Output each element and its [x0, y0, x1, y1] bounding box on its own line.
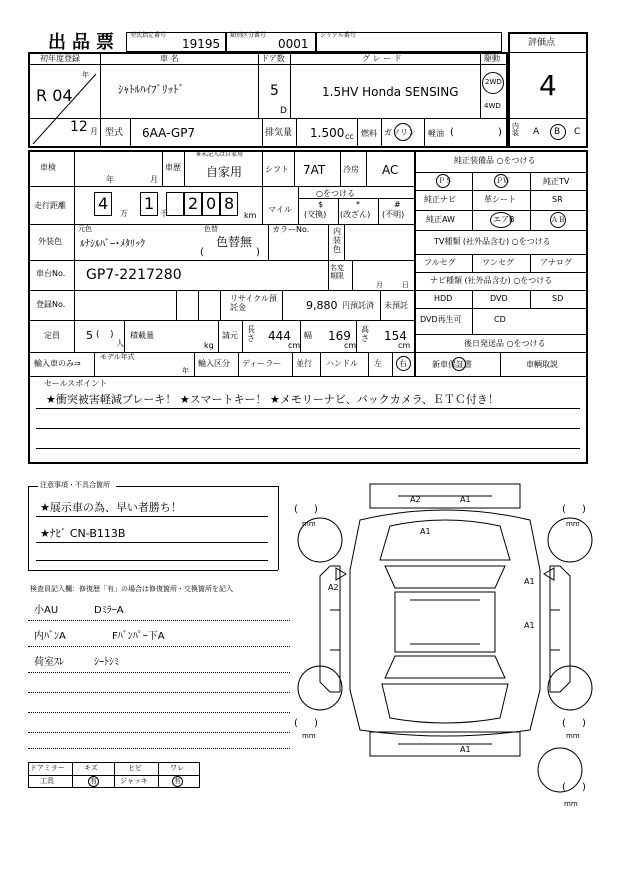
class-no: 0001	[278, 37, 309, 51]
model-code: 6AA-GP7	[142, 126, 196, 140]
doors: 5	[270, 83, 279, 99]
damage-mark: A1	[524, 621, 535, 630]
svg-text:(: (	[562, 782, 566, 793]
svg-text:): )	[582, 718, 586, 729]
length: 444	[268, 329, 291, 343]
shift: 7AT	[303, 163, 326, 177]
mileage-digit: 1	[144, 194, 155, 213]
mileage-digit: 8	[224, 194, 235, 213]
damage-mark: A1	[524, 577, 535, 586]
grade: 1.5HV Honda SENSING	[322, 85, 459, 99]
car-diagram	[290, 480, 600, 810]
svg-text:): )	[314, 504, 318, 515]
inspector-entry: 小AU	[34, 605, 59, 616]
svg-text:mm: mm	[302, 520, 316, 528]
svg-text:mm: mm	[564, 800, 578, 808]
inspector-entry: 荷室ｽﾚ	[34, 657, 64, 668]
damage-mark: A1	[420, 527, 431, 536]
rating-score: 4	[539, 69, 557, 102]
svg-text:mm: mm	[566, 520, 580, 528]
svg-text:(: (	[294, 718, 298, 729]
inspector-entry: 内ﾊﾞﾝA	[34, 631, 66, 642]
first-reg-month: 12	[70, 119, 88, 135]
inspector-entry: ｼｰﾄｼﾐ	[94, 657, 119, 668]
history: 自家用	[206, 165, 243, 179]
ac: AC	[382, 163, 399, 177]
inspector-entry: Fﾊﾞﾝﾊﾟｰ下A	[112, 631, 165, 642]
mileage-digit: 4	[98, 194, 109, 213]
svg-text:): )	[582, 504, 586, 515]
capacity: 5	[86, 329, 93, 342]
car-name: ｼｬﾄﾙﾊｲﾌﾞﾘｯﾄﾞ	[118, 83, 184, 96]
damage-mark: A1	[460, 745, 471, 754]
displacement: 1.500	[310, 126, 345, 140]
inspector-entry: DﾐﾗｰA	[94, 605, 124, 616]
mileage-digit: 0	[206, 194, 217, 213]
damage-mark: A2	[328, 583, 339, 592]
page-title: 出品票	[48, 32, 120, 53]
color-change: 色替無	[216, 235, 253, 249]
original-color: ﾙﾅｼﾙﾊﾞｰ･ﾒﾀﾘｯｸ	[80, 239, 145, 250]
note-line: ★ﾅﾋﾞ CN-B113B	[40, 527, 126, 540]
svg-text:): )	[582, 782, 586, 793]
sales-point: ★衝突被害軽減ブレーキ！ ★スマートキー！ ★メモリーナビ、バックカメラ、ＥＴＣ付き！	[46, 393, 499, 406]
form-no: 19195	[182, 37, 221, 51]
svg-text:mm: mm	[566, 732, 580, 740]
svg-text:): )	[314, 718, 318, 729]
first-reg-era: R 04	[36, 86, 73, 105]
height: 154	[384, 329, 407, 343]
width: 169	[328, 329, 351, 343]
svg-text:mm: mm	[302, 732, 316, 740]
recycle-amount: 9,880	[306, 299, 338, 312]
mileage-digit: 2	[188, 194, 199, 213]
svg-text:(: (	[562, 718, 566, 729]
note-line: ★展示車の為、早い者勝ち！	[40, 501, 182, 514]
svg-text:(: (	[562, 504, 566, 515]
damage-mark: A2	[410, 495, 421, 504]
damage-mark: A1	[460, 495, 471, 504]
svg-text:(: (	[294, 504, 298, 515]
chassis-no: GP7-2217280	[86, 267, 182, 283]
